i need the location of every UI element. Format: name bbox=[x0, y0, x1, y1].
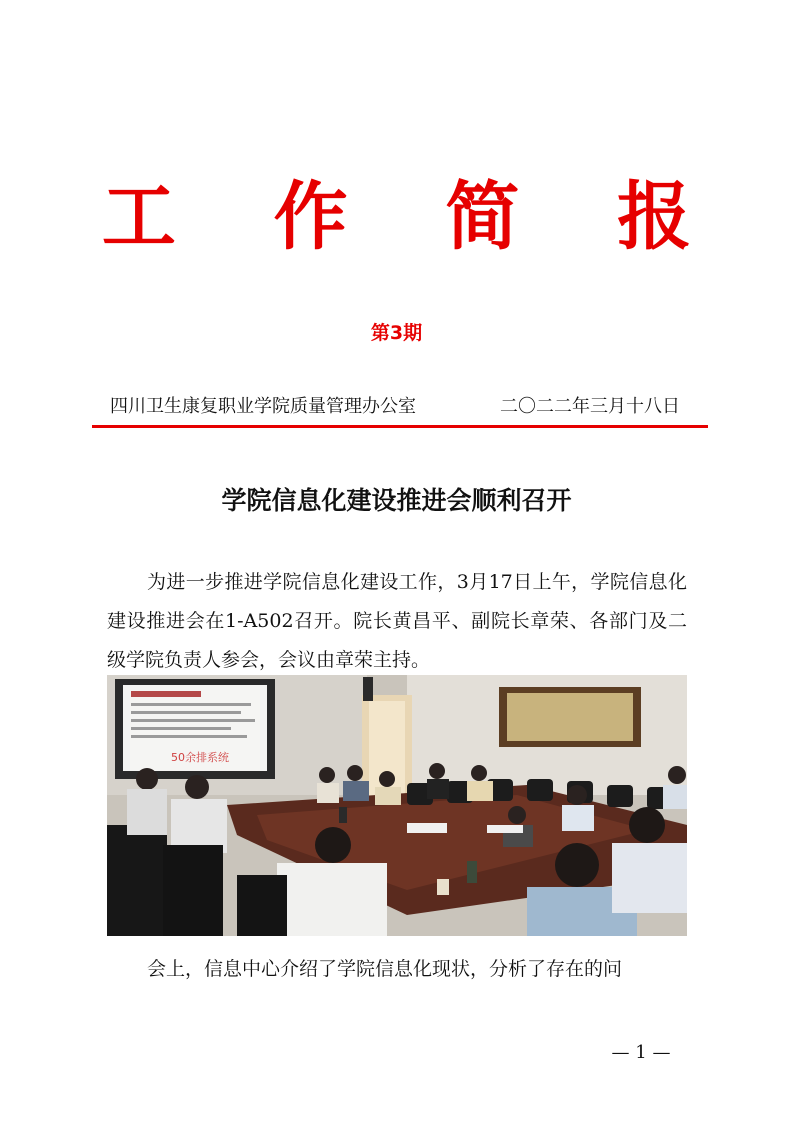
red-divider-rule bbox=[92, 425, 708, 428]
meeting-photo bbox=[107, 675, 687, 936]
article-paragraph-2: 会上，信息中心介绍了学院信息化现状，分析了存在的问 bbox=[147, 958, 623, 980]
issue-number: 第3期 bbox=[370, 322, 423, 344]
screen-caption: 50余排系统 bbox=[171, 751, 229, 764]
issue-date: 二〇二二年三月十八日 bbox=[500, 396, 680, 417]
article-paragraph-1: 为进一步推进学院信息化建设工作，3月17日上午，学院信息化建设推进会在1-A502召开。院长黄昌平、副院长章荣、各部门及二级学院负责人参会，会议由章荣主持。 bbox=[107, 571, 687, 671]
masthead-title: 工 作 简 报 bbox=[101, 174, 728, 260]
issuing-office: 四川卫生康复职业学院质量管理办公室 bbox=[110, 396, 416, 417]
page-number: — 1 — bbox=[611, 1042, 671, 1063]
article-title: 学院信息化建设推进会顺利召开 bbox=[221, 486, 572, 515]
header-line bbox=[110, 394, 680, 420]
